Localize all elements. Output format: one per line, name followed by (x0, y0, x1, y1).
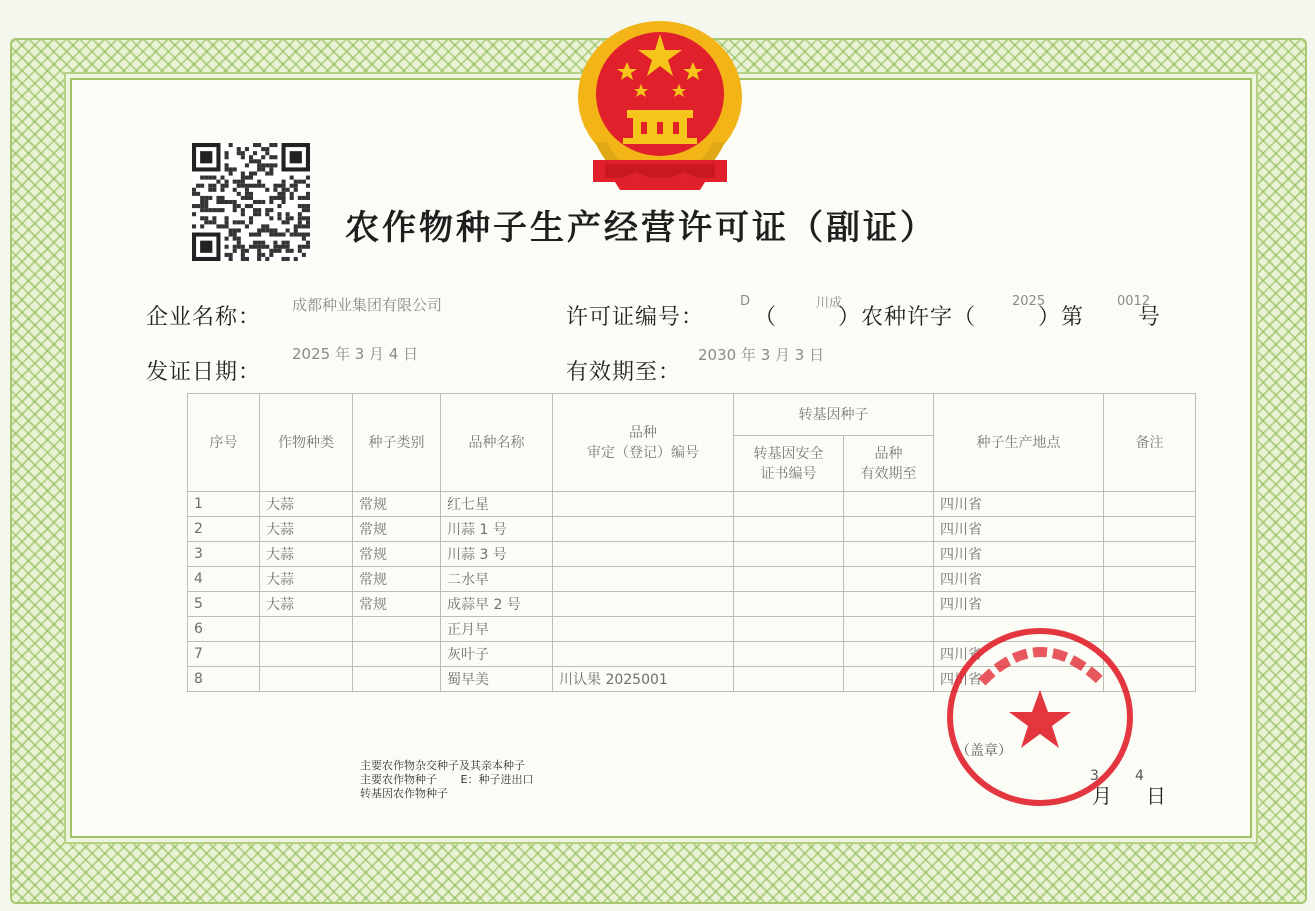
issue-date-label: 发证日期： (146, 360, 262, 385)
header-crop: 作物种类 (260, 394, 353, 492)
row-crop (260, 667, 353, 692)
valid-until-label: 有效期至： (566, 360, 682, 385)
table-row (188, 517, 1196, 542)
issue-date: 2025 年 3 月 4 日 (292, 345, 419, 363)
row-variety: 成蒜早 2 号 (441, 592, 553, 617)
row-approval (553, 492, 734, 517)
row-variety: 正月早 (441, 617, 553, 642)
note-line3: 转基因农作物种子 (360, 787, 448, 800)
license-region: 川成 (816, 296, 843, 311)
row-safety-cert (734, 517, 844, 542)
header-approval (553, 394, 734, 492)
row-validity (844, 667, 934, 692)
row-safety-cert (734, 542, 844, 567)
header-safety-line2: 证书编号 (760, 465, 817, 482)
row-approval (553, 517, 734, 542)
row-seed-type (353, 642, 441, 667)
row-location: 四川省 (934, 517, 1104, 542)
row-no: 1 (188, 492, 260, 517)
license-number: 0012 (1117, 294, 1151, 309)
row-location: 四川省 (934, 492, 1104, 517)
row-seed-type: 常规 (353, 492, 441, 517)
row-no: 7 (188, 642, 260, 667)
header-validity-line2: 有效期至 (860, 465, 917, 482)
row-validity (844, 617, 934, 642)
note-line2b: E：种子进出口 (460, 773, 534, 786)
row-no: 6 (188, 617, 260, 642)
license-year: 2025 (1012, 294, 1046, 309)
header-transgenic: 转基因种子 (734, 394, 934, 436)
row-variety: 灰叶子 (441, 642, 553, 667)
company-name: 成都种业集团有限公司 (292, 296, 443, 314)
header-seed-type: 种子类别 (353, 394, 441, 492)
header-validity (844, 436, 934, 492)
note-line1: 主要农作物杂交种子及其亲本种子 (360, 759, 525, 772)
row-seed-type (353, 617, 441, 642)
table-row (188, 592, 1196, 617)
header-approval-line1: 品种 (629, 424, 657, 441)
note-line2a: 主要农作物种子 (360, 773, 437, 786)
header-validity-line1: 品种 (874, 445, 903, 462)
row-safety-cert (734, 492, 844, 517)
row-seed-type: 常规 (353, 567, 441, 592)
row-validity (844, 517, 934, 542)
row-location: 四川省 (934, 642, 1104, 667)
header-variety: 品种名称 (441, 394, 553, 492)
row-approval (553, 542, 734, 567)
row-seed-type: 常规 (353, 517, 441, 542)
header-no: 序号 (188, 394, 260, 492)
note-line2 (360, 773, 553, 787)
day-label: 日 (1146, 784, 1166, 808)
row-safety-cert (734, 642, 844, 667)
row-remarks (1104, 592, 1196, 617)
license-prefix: D (740, 294, 751, 309)
row-no: 3 (188, 542, 260, 567)
row-crop: 大蒜 (260, 492, 353, 517)
day-number: 4 (1135, 768, 1144, 784)
row-no: 5 (188, 592, 260, 617)
row-approval: 川认果 2025001 (553, 667, 734, 692)
row-remarks (1104, 517, 1196, 542)
row-crop: 大蒜 (260, 567, 353, 592)
license-no-label: 许可证编号： (566, 305, 705, 330)
row-validity (844, 567, 934, 592)
row-variety: 二水早 (441, 567, 553, 592)
seal-label: （盖章） (956, 743, 1012, 759)
row-validity (844, 542, 934, 567)
row-variety: 蜀早美 (441, 667, 553, 692)
row-crop (260, 642, 353, 667)
row-seed-type: 常规 (353, 592, 441, 617)
row-approval (553, 617, 734, 642)
row-validity (844, 642, 934, 667)
row-crop (260, 617, 353, 642)
row-variety: 红七星 (441, 492, 553, 517)
row-safety-cert (734, 567, 844, 592)
row-remarks (1104, 492, 1196, 517)
row-location: 四川省 (934, 542, 1104, 567)
row-remarks (1104, 567, 1196, 592)
license-suffix: 号 (1138, 305, 1162, 330)
national-emblem-icon (575, 12, 745, 192)
header-remarks: 备注 (1104, 394, 1196, 492)
month-number: 3 (1090, 768, 1099, 784)
header-safety-cert (734, 436, 844, 492)
row-crop: 大蒜 (260, 517, 353, 542)
row-location: 四川省 (934, 667, 1104, 692)
license-middle: ）农种许字（ (838, 305, 977, 330)
company-label: 企业名称： (146, 305, 262, 330)
row-validity (844, 592, 934, 617)
header-location: 种子生产地点 (934, 394, 1104, 492)
license-open-paren: （ (754, 305, 778, 330)
table-row (188, 492, 1196, 517)
qr-code (192, 143, 310, 261)
row-approval (553, 642, 734, 667)
row-crop: 大蒜 (260, 542, 353, 567)
row-no: 4 (188, 567, 260, 592)
table-row (188, 542, 1196, 567)
row-remarks (1104, 542, 1196, 567)
table-row (188, 567, 1196, 592)
row-approval (553, 567, 734, 592)
row-seed-type (353, 667, 441, 692)
row-safety-cert (734, 592, 844, 617)
row-validity (844, 492, 934, 517)
row-crop: 大蒜 (260, 592, 353, 617)
row-safety-cert (734, 617, 844, 642)
row-safety-cert (734, 667, 844, 692)
row-no: 2 (188, 517, 260, 542)
row-variety: 川蒜 1 号 (441, 517, 553, 542)
notes (360, 759, 553, 801)
certificate-title: 农作物种子生产经营许可证（副证） (345, 208, 937, 248)
valid-until: 2030 年 3 月 3 日 (698, 346, 825, 364)
row-location: 四川省 (934, 567, 1104, 592)
row-approval (553, 592, 734, 617)
month-label: 月 (1092, 784, 1112, 808)
row-seed-type: 常规 (353, 542, 441, 567)
row-location: 四川省 (934, 592, 1104, 617)
row-variety: 川蒜 3 号 (441, 542, 553, 567)
header-approval-line2: 审定（登记）编号 (587, 444, 699, 461)
row-no: 8 (188, 667, 260, 692)
license-close: ）第 (1038, 305, 1085, 330)
header-safety-line1: 转基因安全 (753, 445, 824, 462)
